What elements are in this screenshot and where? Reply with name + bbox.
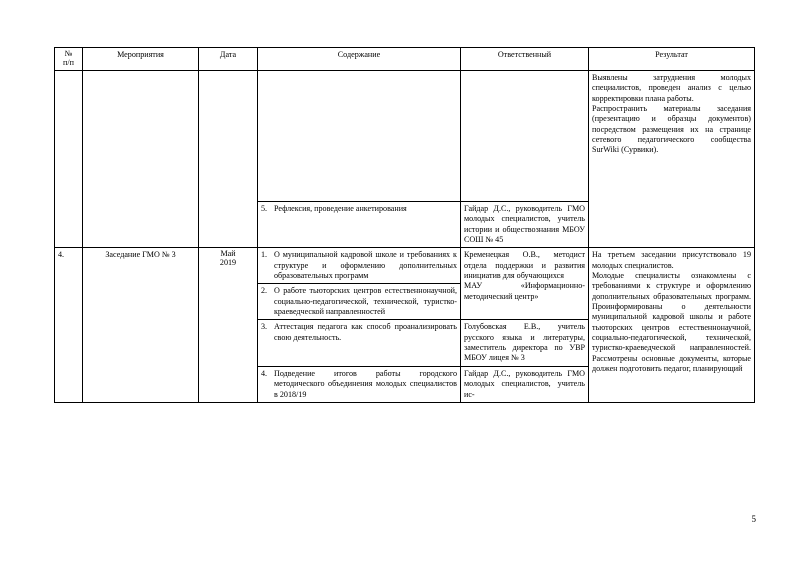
result-text-block	[592, 73, 751, 156]
content-item-text: Подведение итогов работы городского методического объединения молодых специалистов в 2018/19	[274, 368, 457, 399]
cell-responsible	[461, 248, 589, 320]
responsible-text-block	[464, 250, 585, 302]
result-paragraph: На третьем заседании присутствовало 19 молодых специалистов.	[592, 250, 751, 270]
column-header-date: Дата	[199, 48, 258, 71]
content-item	[261, 286, 457, 317]
cell-responsible	[461, 70, 589, 201]
content-item	[261, 204, 457, 214]
column-header-responsible: Ответственный	[461, 48, 589, 71]
result-paragraph: Распространить материалы заседания (презентацию и образцы документов) посредством размещения их на странице сетевого педагогического сообщества SurWiki (Сурвики).	[592, 103, 751, 155]
cell-result	[589, 248, 755, 403]
cell-number: 4.	[55, 248, 83, 403]
cell-responsible: Голубовская Е.В., учитель русского языка и литературы, заместитель директора по УВР МБОУ лицея № 3	[461, 320, 589, 366]
cell-content	[258, 70, 461, 201]
cell-content	[258, 201, 461, 247]
content-item-marker: 1.	[261, 250, 268, 260]
cell-content	[258, 320, 461, 366]
responsible-paragraph: Кременецкая О.В., методист отдела поддержки и развития инициатив для обучающихся	[464, 250, 585, 280]
work-plan-table	[54, 47, 755, 403]
cell-event: Заседание ГМО № 3	[83, 248, 199, 403]
cell-number	[55, 70, 83, 247]
content-item	[261, 322, 457, 343]
content-item-text: О муниципальной кадровой школе и требованиях к структуре и оформлению дополнительных образовательных программ	[274, 250, 457, 280]
content-item-text: Рефлексия, проведение анкетирования	[274, 203, 407, 213]
page-number: 5	[751, 514, 756, 524]
cell-event	[83, 70, 199, 247]
column-header-number	[55, 48, 83, 71]
column-header-number-line1: №	[64, 49, 73, 58]
cell-date	[199, 248, 258, 403]
cell-responsible: Гайдар Д.С., руководитель ГМО молодых специалистов, учитель ис-	[461, 366, 589, 402]
result-paragraph: Выявлены затруднения молодых специалистов, проведен анализ с целью корректировки плана работы.	[592, 72, 751, 103]
table-row	[55, 248, 755, 284]
cell-date-year: 2019	[219, 258, 237, 268]
result-paragraph: Молодые специалисты ознакомлены с требованиями к структуре и оформлению дополнительных образовательных программ. Проинформированы о деятельности муниципальной кадровой школы и работе тьюторских центров естественнонаучной, социально-педагогической, технической, туристко-краеведческой направленностей. Рассмотрены основные документы, которые должен подготовить педагог, планирующий	[592, 270, 751, 374]
cell-responsible: Гайдар Д.С., руководитель ГМО молодых специалистов, учитель истории и обществознания МБОУ СОШ № 45	[461, 201, 589, 247]
content-item-marker: 5.	[261, 203, 268, 213]
content-item-marker: 4.	[261, 368, 268, 378]
content-item-text: Аттестация педагога как способ проанализировать свою деятельность.	[274, 322, 457, 342]
column-header-event: Мероприятия	[83, 48, 199, 71]
column-header-result: Результат	[589, 48, 755, 71]
content-item-text: О работе тьюторских центров естественнонаучной, социально-педагогической, технической, туристко-краеведческой направленностей	[274, 286, 457, 317]
cell-date	[199, 70, 258, 247]
result-text-block	[592, 250, 751, 374]
cell-content	[258, 284, 461, 320]
content-item	[261, 250, 457, 281]
cell-result	[589, 70, 755, 247]
content-item-marker: 3.	[261, 322, 268, 332]
column-header-number-line2: п/п	[63, 57, 74, 67]
column-header-content: Содержание	[258, 48, 461, 71]
table-body	[55, 70, 755, 402]
table-header	[55, 48, 755, 71]
cell-date-month: Май	[220, 249, 236, 259]
cell-content	[258, 366, 461, 402]
content-item-marker: 2.	[261, 286, 268, 296]
responsible-paragraph: МАУ «Информационно-методический центр»	[464, 281, 585, 301]
header-row	[55, 48, 755, 71]
table-row	[55, 70, 755, 201]
cell-content	[258, 248, 461, 284]
content-item	[261, 369, 457, 400]
